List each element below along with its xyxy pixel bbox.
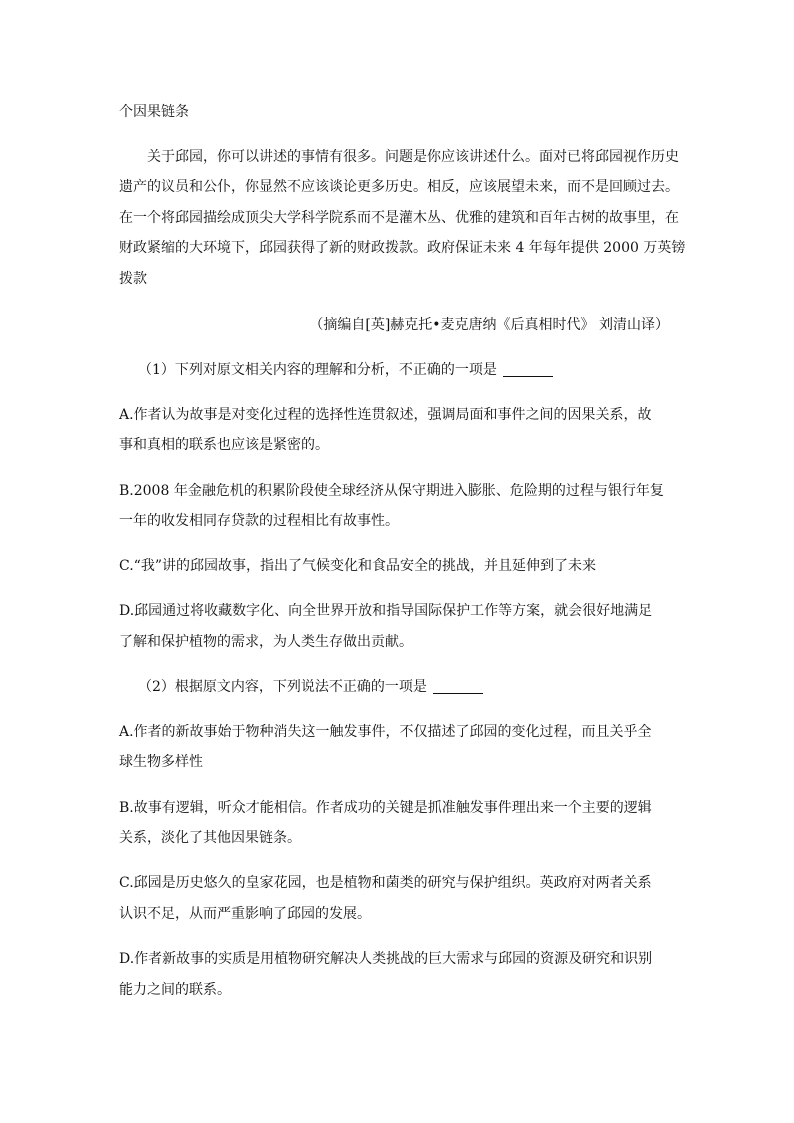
question2-stem-text: （2）根据原文内容，下列说法不正确的一项是	[138, 679, 427, 695]
paragraph-line: 拨款	[119, 271, 147, 287]
q2-option-a-cont: 球生物多样性	[119, 754, 203, 770]
q1-option-a: A.作者认为故事是对变化过程的选择性连贯叙述，强调局面和事件之间的因果关系，故	[119, 407, 652, 423]
q2-option-d: D.作者新故事的实质是用植物研究解决人类挑战的巨大需求与邱园的资源及研究和识别	[119, 951, 653, 967]
q2-option-b-cont: 关系，淡化了其他因果链条。	[119, 830, 301, 846]
paragraph-line: 遗产的议员和公仆，你显然不应该谈论更多历史。相反，应该展望未来，而不是回顾过去。	[119, 179, 679, 195]
q2-option-c-cont: 认识不足，从而严重影响了邱园的发展。	[119, 906, 371, 922]
paragraph-line: 在一个将邱园描绘成顶尖大学科学院系而不是灌木丛、优雅的建筑和百年古树的故事里，在	[119, 210, 679, 226]
q1-option-d-cont: 了解和保护植物的需求，为人类生存做出贡献。	[119, 634, 413, 650]
answer-blank	[433, 679, 483, 694]
paragraph-line: 关于邱园，你可以讲述的事情有很多。问题是你应该讲述什么。面对已将邱园视作历史	[147, 149, 679, 165]
source-citation: （摘编自[英]赫克托•麦克唐纳《后真相时代》 刘清山译）	[309, 317, 669, 333]
paragraph-line: 财政紧缩的大环境下，邱园获得了新的财政拨款。政府保证未来 4 年每年提供 2000 万英镑	[119, 240, 686, 256]
question2-stem	[138, 676, 698, 698]
carryover-text: 个因果链条	[119, 104, 189, 120]
q2-option-c: C.邱园是历史悠久的皇家花园，也是植物和菌类的研究与保护组织。英政府对两者关系	[119, 875, 652, 891]
answer-blank	[503, 362, 553, 377]
q1-option-a-cont: 事和真相的联系也应该是紧密的。	[119, 437, 329, 453]
question1-stem	[138, 359, 698, 381]
q1-option-b: B.2008 年金融危机的积累阶段使全球经济从保守期进入膨胀、危险期的过程与银行年复	[119, 483, 664, 499]
q2-option-b: B.故事有逻辑，听众才能相信。作者成功的关键是抓准触发事件理出来一个主要的逻辑	[119, 800, 652, 816]
q2-option-d-cont: 能力之间的联系。	[119, 982, 231, 998]
q1-option-d: D.邱园通过将收藏数字化、向全世界开放和指导国际保护工作等方案，就会很好地满足	[119, 603, 653, 619]
question1-stem-text: （1）下列对原文相关内容的理解和分析，不正确的一项是	[138, 362, 497, 378]
q1-option-b-cont: 一年的收发相同存贷款的过程相比有故事性。	[119, 513, 399, 529]
q1-option-c: C.“我”讲的邱园故事，指出了气候变化和食品安全的挑战，并且延伸到了未来	[119, 558, 596, 574]
q2-option-a: A.作者的新故事始于物种消失这一触发事件，不仅描述了邱园的变化过程，而且关乎全	[119, 724, 652, 740]
